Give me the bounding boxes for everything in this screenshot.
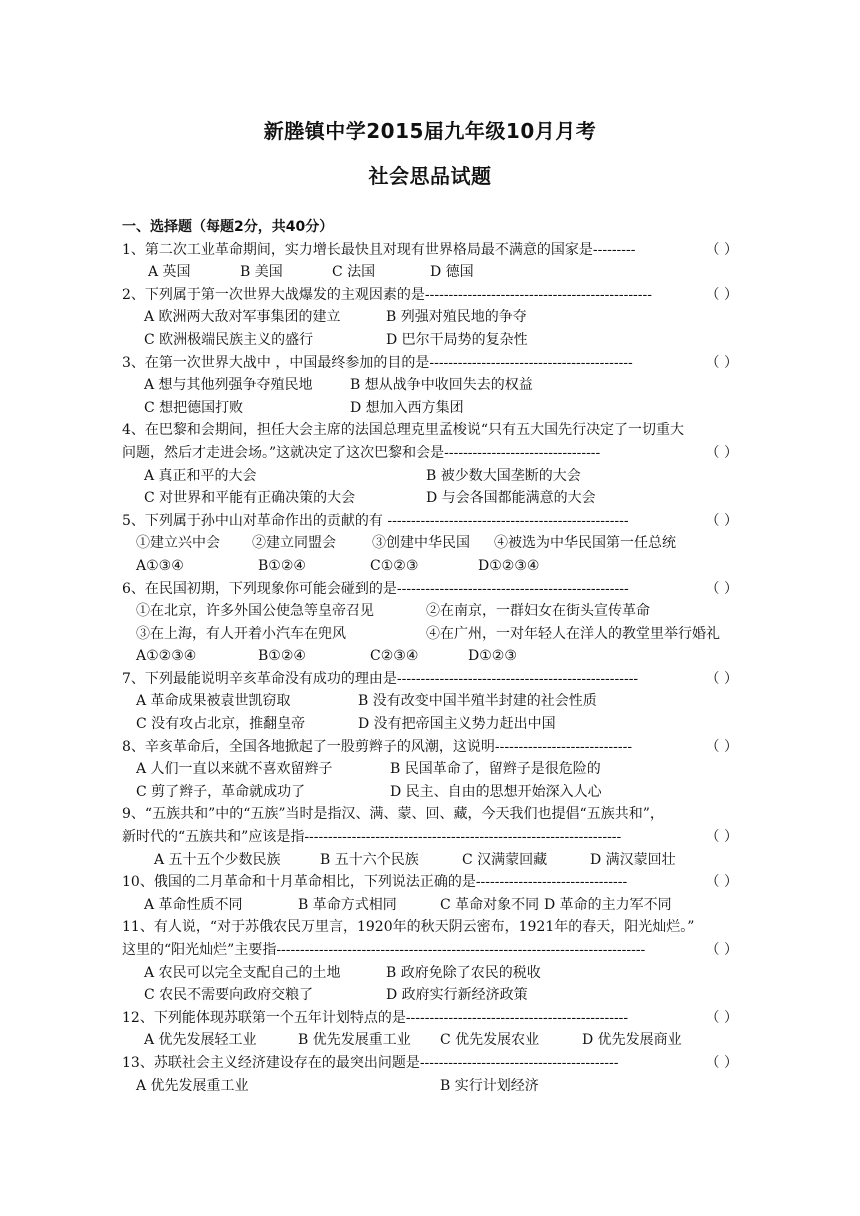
options-row	[122, 758, 738, 781]
option-choice: ②在南京，一群妇女在街头宣传革命	[426, 603, 650, 620]
option-choice: A①②③④	[136, 648, 197, 665]
option-choice: D 德国	[430, 264, 474, 281]
question-text: 5、下列属于孙中山对革命作出的贡献的有 --------------------------------------------------- （ ）	[122, 510, 738, 533]
options-row	[122, 397, 738, 420]
options-row	[122, 261, 738, 284]
option-choice: D 政府实行新经济政策	[386, 987, 528, 1004]
option-choice: B 民国革命了，留辫子是很危险的	[390, 761, 601, 778]
option-choice: A 人们一直以来就不喜欢留辫子	[136, 761, 333, 778]
answer-blank[interactable]: （ ）	[705, 942, 738, 958]
option-choice: D 民主、自由的思想开始深入人心	[390, 783, 602, 800]
options-row	[122, 306, 738, 329]
options-row	[122, 690, 738, 713]
question-text: 8、辛亥革命后，全国各地掀起了一股剪辫子的风潮，这说明----------------------------- （ ）	[122, 736, 738, 759]
answer-blank[interactable]: （ ）	[705, 444, 738, 461]
option-choice: ②建立同盟会	[252, 535, 336, 552]
option-choice: C 剪了辫子，革命就成功了	[136, 783, 306, 800]
option-choice: B 列强对殖民地的争夺	[386, 309, 527, 326]
option-choice: B①②④	[258, 557, 306, 574]
option-choice: A 农民可以完全支配自己的土地	[144, 964, 341, 981]
option-choice: D 与会各国都能满意的大会	[426, 490, 596, 507]
option-choice: C 农民不需要向政府交粮了	[144, 987, 314, 1004]
question-text: 3、在第一次世界大战中 ，中国最终参加的目的是------------------------------------------- （ ）	[122, 352, 738, 375]
question-text: 问题，然后才走进会场。”这就决定了这次巴黎和会是--------------------------------- （ ）	[122, 442, 738, 465]
option-choice: ④被选为中华民国第一任总统	[494, 535, 676, 552]
option-choice: A 五十五个少数民族	[154, 851, 281, 868]
option-choice: C 汉满蒙回藏	[462, 851, 548, 868]
options-row	[122, 713, 738, 736]
option-choice: B 美国	[240, 264, 283, 281]
options-row	[122, 623, 738, 646]
options-row	[122, 487, 738, 510]
options-row	[122, 1029, 738, 1052]
answer-blank[interactable]: （ ）	[705, 738, 738, 755]
answer-blank[interactable]: （ ）	[705, 286, 738, 303]
exam-subtitle: 社会思品试题	[368, 164, 492, 188]
question-text: 11、有人说，“对于苏俄农民万里言，1920年的秋天阴云密布，1921年的春天，阳光灿烂。”	[122, 919, 695, 936]
option-choice: A 优先发展重工业	[136, 1077, 249, 1094]
option-choice: C 优先发展农业	[440, 1032, 540, 1049]
option-choice: B 实行计划经济	[440, 1077, 539, 1094]
option-choice: A 英国	[148, 264, 191, 281]
question-text: 7、下列最能说明辛亥革命没有成功的理由是--------------------------------------------------- （ ）	[122, 668, 738, 691]
question-text: 这里的“阳光灿烂”主要指------------------------------------------------------------------------------ （ ）	[122, 939, 738, 962]
question-list	[122, 216, 738, 1097]
answer-blank[interactable]: （ ）	[705, 512, 738, 529]
option-choice: D 优先发展商业	[582, 1032, 682, 1049]
question-text: 2、下列属于第一次世界大战爆发的主观因素的是------------------------------------------------ （ ）	[122, 284, 738, 307]
option-choice: D①②③④	[478, 557, 540, 574]
option-choice: B 优先发展重工业	[298, 1032, 411, 1049]
answer-blank[interactable]: （ ）	[705, 580, 738, 597]
options-row	[122, 555, 738, 578]
question-text: 9、“五族共和”中的“五族”当时是指汉、满、蒙、回、藏，今天我们也提倡“五族共和”，	[122, 806, 664, 823]
option-choice: D 巴尔干局势的复杂性	[386, 331, 528, 348]
answer-blank[interactable]: （ ）	[705, 241, 738, 258]
option-choice: A 想与其他列强争夺殖民地	[144, 377, 313, 394]
option-choice: C 欧洲极端民族主义的盛行	[144, 331, 314, 348]
options-row	[122, 465, 738, 488]
answer-blank[interactable]: （ ）	[705, 874, 738, 891]
option-choice: B 五十六个民族	[320, 851, 419, 868]
option-choice: ①建立兴中会	[136, 535, 220, 552]
option-choice: A 真正和平的大会	[144, 467, 257, 484]
options-row	[122, 374, 738, 397]
option-choice: B 革命方式相同	[298, 896, 397, 913]
options-row	[122, 1075, 738, 1098]
option-choice: ③在上海，有人开着小汽车在兜风	[136, 625, 346, 642]
option-choice: C 想把德国打败	[144, 399, 244, 416]
option-choice: A 优先发展轻工业	[144, 1032, 257, 1049]
option-choice: ④在广州，一对年轻人在洋人的教堂里举行婚礼	[426, 625, 720, 642]
question-text: 新时代的“五族共和”应该是指------------------------------------------------------------------- （ ）	[122, 826, 738, 849]
question-text: 10、俄国的二月革命和十月革命相比，下列说法正确的是-------------------------------- （ ）	[122, 871, 738, 894]
option-choice: B 被少数大国垄断的大会	[426, 467, 581, 484]
exam-title: 新塍镇中学2015届九年级10月月考	[263, 119, 597, 143]
option-choice: B 政府免除了农民的税收	[386, 964, 541, 981]
answer-blank[interactable]: （ ）	[705, 354, 738, 371]
option-choice: D 没有把帝国主义势力赶出中国	[358, 716, 556, 733]
options-row	[122, 849, 738, 872]
question-text: 1、第二次工业革命期间，实力增长最快且对现有世界格局最不满意的国家是--------- （ ）	[122, 239, 738, 262]
section-heading: 一、选择题（每题2分，共40分）	[122, 219, 334, 235]
options-row	[122, 962, 738, 985]
question-text: 4、在巴黎和会期间，担任大会主席的法国总理克里孟梭说“只有五大国先行决定了一切重大	[122, 422, 685, 439]
question-text: 12、下列能体现苏联第一个五年计划特点的是----------------------------------------------- （ ）	[122, 1007, 738, 1030]
answer-blank[interactable]: （ ）	[705, 670, 738, 687]
option-choice: C①②③	[370, 557, 419, 574]
option-choice: A①③④	[136, 557, 184, 574]
option-choice: D①②③	[468, 648, 517, 665]
options-row	[122, 781, 738, 804]
option-choice: C 革命对象不同	[440, 896, 540, 913]
answer-blank[interactable]: （ ）	[705, 1009, 738, 1026]
option-choice: D 满汉蒙回壮	[590, 851, 676, 868]
option-choice: B 没有改变中国半殖半封建的社会性质	[358, 693, 597, 710]
answer-blank[interactable]: （ ）	[705, 829, 738, 846]
option-choice: A 革命性质不同	[144, 896, 243, 913]
options-row	[122, 600, 738, 623]
option-choice: B 想从战争中收回失去的权益	[350, 377, 533, 394]
question-text: 13、苏联社会主义经济建设存在的最突出问题是------------------------------------------ （ ）	[122, 1052, 738, 1075]
option-choice: C②③④	[370, 648, 419, 665]
options-row	[122, 329, 738, 352]
option-choice: A 革命成果被袁世凯窃取	[136, 693, 291, 710]
option-choice: D 想加入西方集团	[350, 399, 464, 416]
option-choice: C 没有攻占北京，推翻皇帝	[136, 716, 306, 733]
answer-blank[interactable]: （ ）	[705, 1054, 738, 1071]
option-choice: ①在北京，许多外国公使急等皇帝召见	[136, 603, 374, 620]
option-choice: ③创建中华民国	[372, 535, 470, 552]
question-text: 6、在民国初期，下列现象你可能会碰到的是------------------------------------------------- （ ）	[122, 578, 738, 601]
option-choice: B①②④	[258, 648, 306, 665]
option-choice: A 欧洲两大敌对军事集团的建立	[144, 309, 341, 326]
option-choice: C 对世界和平能有正确决策的大会	[144, 490, 356, 507]
options-row	[122, 984, 738, 1007]
option-choice: D 革命的主力军不同	[544, 896, 672, 913]
options-row	[122, 532, 738, 555]
options-row	[122, 645, 738, 668]
options-row	[122, 894, 738, 917]
option-choice: C 法国	[332, 264, 376, 281]
